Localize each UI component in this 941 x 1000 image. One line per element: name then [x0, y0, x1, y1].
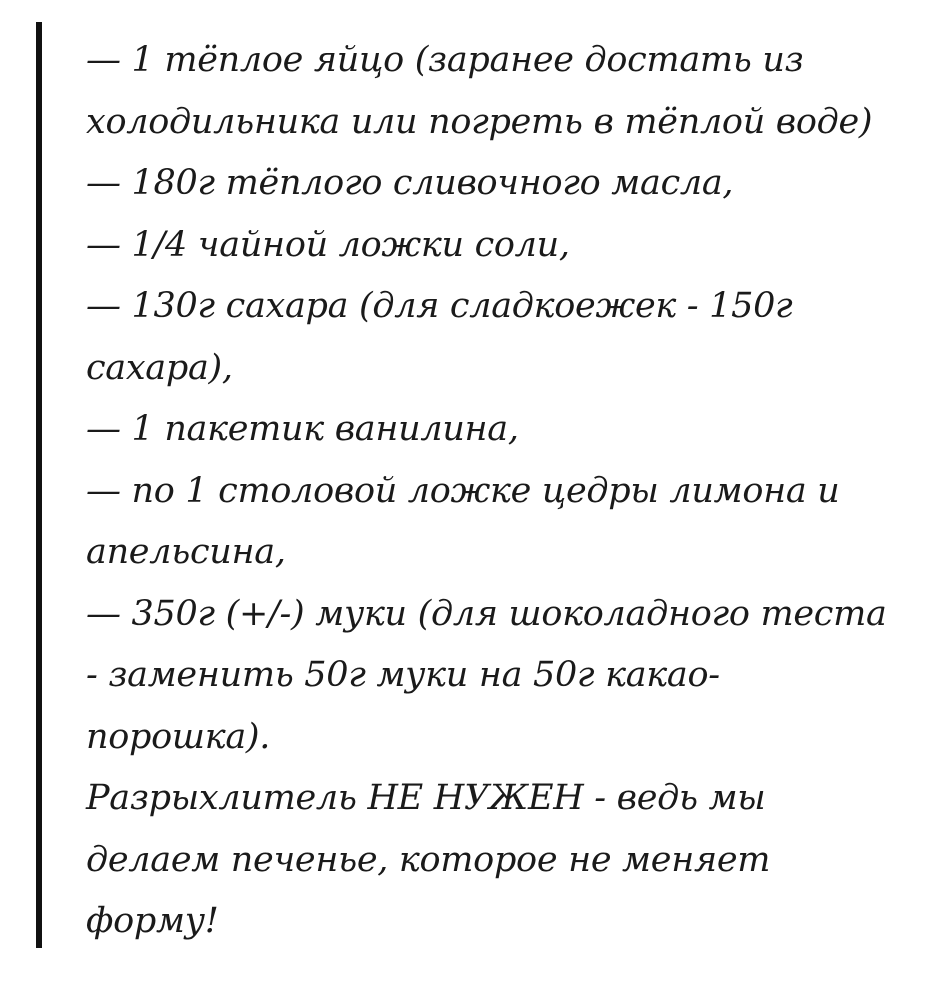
quote-line: — 1 тёплое яйцо (заранее достать из	[86, 40, 804, 80]
quote-line: сахара),	[86, 347, 233, 388]
quote-line: — 350г (+/-) муки (для шоколадного теста	[86, 593, 887, 634]
blockquote-bar	[36, 22, 42, 948]
quote-line: — по 1 столовой ложке цедры лимона и	[86, 470, 840, 511]
quote-line: — 180г тёплого сливочного масла,	[86, 163, 734, 203]
quote-line: апельсина,	[86, 532, 286, 572]
quote-line: — 1 пакетик ванилина,	[86, 409, 519, 449]
quote-line: - заменить 50г муки на 50г какао-	[86, 655, 720, 695]
quote-line: — 130г сахара (для сладкоежек - 150г	[86, 286, 793, 326]
quote-line: — 1/4 чайной ложки соли,	[86, 224, 570, 265]
quote-line: холодильника или погреть в тёплой воде)	[86, 101, 873, 142]
quote-line: порошка).	[86, 716, 271, 757]
quote-line: форму!	[86, 901, 219, 941]
ingredients-blockquote	[86, 30, 906, 953]
quote-line: делаем печенье, которое не меняет	[86, 839, 771, 880]
quote-line: Разрыхлитель НЕ НУЖЕН - ведь мы	[86, 778, 766, 818]
